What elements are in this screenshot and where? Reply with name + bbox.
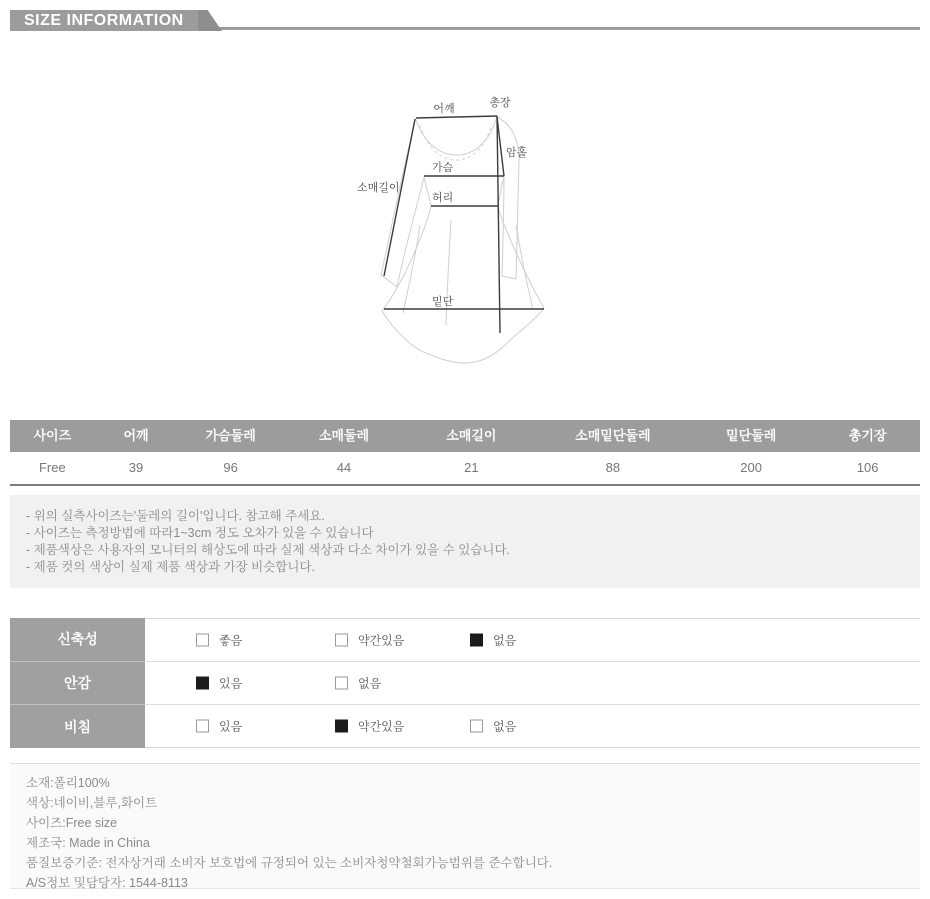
size-column-header: 가슴둘레 [177, 420, 283, 452]
attribute-options-area [145, 618, 920, 748]
attribute-option [335, 675, 381, 692]
total-length-line [497, 116, 500, 333]
option-label: 있음 [219, 676, 243, 691]
shoulder-line [416, 116, 497, 118]
note-line: - 위의 실측사이즈는'둘레의 길이'입니다. 참고해 주세요. [26, 509, 325, 523]
size-value-cell: 39 [95, 452, 178, 484]
option-label: 약간있음 [358, 633, 405, 648]
option-label: 없음 [358, 676, 382, 691]
unchecked-checkbox-icon[interactable] [335, 634, 348, 647]
product-info-line: 품질보증기준: 전자상거래 소비자 보호법에 규정되어 있는 소비자청약철회가능범위를 준수합니다. [26, 856, 553, 870]
shoulder-label: 어깨 [433, 103, 455, 115]
attribute-name: 안감 [10, 662, 145, 706]
size-column-header: 소매밑단둘레 [539, 420, 687, 452]
measurement-notes [10, 495, 920, 588]
fabric-attributes-table [10, 618, 920, 748]
size-column-header: 어깨 [95, 420, 178, 452]
size-column-header: 총기장 [815, 420, 920, 452]
option-label: 없음 [493, 633, 517, 648]
checked-checkbox-icon[interactable] [335, 720, 348, 733]
attribute-option [335, 718, 404, 735]
attribute-options-row [145, 705, 920, 747]
option-label: 약간있음 [358, 719, 405, 734]
option-label: 없음 [493, 719, 517, 734]
attribute-option [196, 632, 242, 649]
attribute-options-row [145, 662, 920, 705]
size-value-cell: 200 [687, 452, 815, 484]
size-column-header: 사이즈 [10, 420, 95, 452]
size-column-header: 밑단둘레 [687, 420, 815, 452]
size-column-header: 소매길이 [404, 420, 539, 452]
hem-label: 밑단 [432, 296, 454, 308]
dress-measurement-diagram [320, 75, 620, 370]
product-info-line: 소재:폴리100% [26, 776, 110, 790]
size-table [10, 420, 920, 486]
size-column-header: 소매둘레 [284, 420, 404, 452]
unchecked-checkbox-icon[interactable] [335, 677, 348, 690]
size-value-cell: 88 [539, 452, 687, 484]
unchecked-checkbox-icon[interactable] [196, 634, 209, 647]
sleeve-line [384, 119, 415, 276]
note-line: - 사이즈는 측정방법에 따라1~3cm 정도 오차가 있을 수 있습니다 [26, 526, 374, 540]
checked-checkbox-icon[interactable] [196, 677, 209, 690]
size-value-cell: 44 [284, 452, 404, 484]
size-value-cell: Free [10, 452, 95, 484]
sleeve-length-label: 소매길이 [357, 182, 400, 194]
unchecked-checkbox-icon[interactable] [470, 720, 483, 733]
size-value-cell: 21 [404, 452, 539, 484]
attribute-labels-column [10, 618, 145, 748]
unchecked-checkbox-icon[interactable] [196, 720, 209, 733]
size-value-cell: 106 [815, 452, 920, 484]
total-length-label: 총장 [489, 97, 511, 109]
note-line: - 제품색상은 사용자의 모니터의 해상도에 따라 실제 색상과 다소 차이가 있을 수 있습니다. [26, 543, 511, 557]
product-info-line: 색상:네이비,블루,화이트 [26, 796, 158, 810]
attribute-option [335, 632, 404, 649]
attribute-option [470, 632, 516, 649]
attribute-option [196, 675, 242, 692]
armhole-label: 암홀 [506, 147, 528, 159]
attribute-options-row [145, 619, 920, 662]
checked-checkbox-icon[interactable] [470, 634, 483, 647]
chest-label: 가슴 [432, 162, 454, 174]
size-value-cell: 96 [177, 452, 283, 484]
header-tail-decoration [198, 10, 222, 31]
attribute-name: 비침 [63, 718, 92, 735]
attribute-name: 신축성 [10, 618, 145, 662]
attribute-option [196, 718, 242, 735]
product-info-line: 사이즈:Free size [26, 816, 118, 830]
option-label: 좋음 [219, 633, 243, 648]
size-table-data-row [10, 452, 920, 486]
attribute-option [470, 718, 516, 735]
option-label: 있음 [219, 719, 243, 734]
waist-label: 허리 [432, 192, 454, 204]
product-info-box [10, 763, 920, 889]
note-line: - 제품 컷의 색상이 실제 제품 색상과 가장 비슷합니다. [26, 560, 315, 574]
size-table-header-row [10, 420, 920, 452]
page-title: SIZE INFORMATION [10, 10, 198, 31]
product-info-line: 제조국: Made in China [26, 836, 150, 850]
product-info-line: A/S정보 및담당자: 1544-8113 [26, 876, 188, 890]
